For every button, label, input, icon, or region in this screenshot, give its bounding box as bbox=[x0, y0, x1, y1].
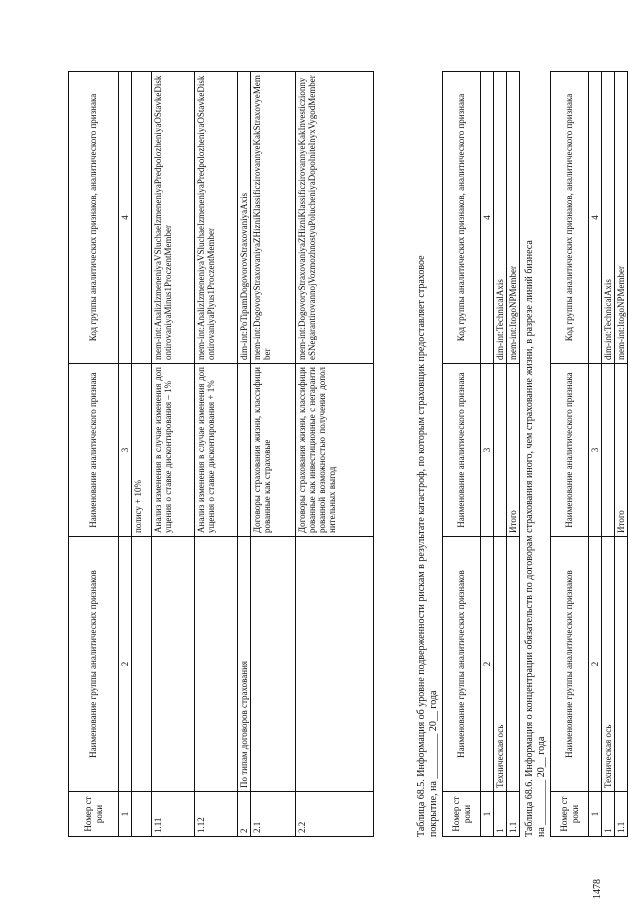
row-code: mem-int:ItogoNPMember bbox=[615, 72, 628, 364]
row-feature: полису + 10% bbox=[132, 364, 152, 537]
table-3-caption bbox=[524, 57, 548, 837]
table-2-caption bbox=[416, 57, 440, 837]
table-row bbox=[602, 72, 615, 837]
col-number: 4 bbox=[119, 72, 132, 364]
row-group bbox=[132, 537, 152, 792]
row-group bbox=[152, 537, 195, 792]
header-feature-name: Наименование аналитического признака bbox=[69, 364, 119, 537]
row-group bbox=[195, 537, 238, 792]
row-feature: Договоры страхования жизни, классифицированные как инвестиционные с негарантированной возможностью получения дополнительных выгод bbox=[296, 364, 374, 537]
row-code: mem-int:DogovoryStraxovaniyaZHizniKlassificzirovannyeKakInvesticzionnyeSNegarantirovannojVozmozhnostyuPolucheniyaDopolnitelnyxVygodMember bbox=[296, 72, 374, 364]
row-group bbox=[615, 537, 628, 792]
row-code: dim-int:PoTipamDogovorovStraxovaniyaAxis bbox=[238, 72, 251, 364]
caption-line: на _________ 20__ года bbox=[536, 736, 547, 837]
table-3-header-row bbox=[551, 72, 589, 837]
row-feature bbox=[602, 364, 615, 537]
table-row bbox=[507, 72, 520, 837]
header-row-number: Номер строки bbox=[443, 792, 481, 837]
col-number: 3 bbox=[589, 364, 602, 537]
header-group-name: Наименование группы аналитических признаков bbox=[443, 537, 481, 792]
header-group-name: Наименование группы аналитических признаков bbox=[69, 537, 119, 792]
row-code: mem-int:AnalizIzmeneniyaVSluchaeIzmeneniyaPredpolozheniyaOStavkeDiskontirovaniyaMinus1ProczentMember bbox=[152, 72, 195, 364]
caption-line: Таблица 68.6. Информация о концентрации обязательств по договорам страхования иного, чем страхование жизни, в разрезе линий бизнеса bbox=[524, 240, 535, 837]
col-number: 1 bbox=[481, 792, 494, 837]
col-number: 4 bbox=[589, 72, 602, 364]
row-feature: Итого bbox=[615, 364, 628, 537]
row-code: mem-int:DogovoryStraxovaniyaZHizniKlassificzirovannyeKakStraxovyeMember bbox=[251, 72, 296, 364]
header-code: Код группы аналитических признаков, аналитического признака bbox=[443, 72, 481, 364]
table-3 bbox=[550, 71, 628, 837]
col-number: 1 bbox=[589, 792, 602, 837]
row-feature bbox=[494, 364, 507, 537]
row-number: 1.12 bbox=[195, 792, 238, 837]
table-1 bbox=[68, 71, 374, 837]
row-code: mem-int:AnalizIzmeneniyaVSluchaeIzmeneniyaPredpolozheniyaOStavkeDiskontirovaniyaPlyus1ProczentMember bbox=[195, 72, 238, 364]
table-2-col-numbers bbox=[481, 72, 494, 837]
table-row bbox=[152, 72, 195, 837]
row-feature: Анализ изменения в случае изменения допущения о ставке дисконтирования + 1% bbox=[195, 364, 238, 537]
row-number: 2 bbox=[238, 792, 251, 837]
row-group: Техническая ось bbox=[494, 537, 507, 792]
table-1-header-row bbox=[69, 72, 119, 837]
row-feature: Анализ изменения в случае изменения допущения о ставке дисконтирования – 1% bbox=[152, 364, 195, 537]
col-number: 2 bbox=[119, 537, 132, 792]
table-row bbox=[132, 72, 152, 837]
table-2-header-row bbox=[443, 72, 481, 837]
row-number: 1.11 bbox=[152, 792, 195, 837]
row-group bbox=[296, 537, 374, 792]
row-number: 1.1 bbox=[615, 792, 628, 837]
row-code: mem-int:ItogoNPMember bbox=[507, 72, 520, 364]
table-1-col-numbers bbox=[119, 72, 132, 837]
page-number: 1478 bbox=[592, 879, 603, 899]
header-group-name: Наименование группы аналитических признаков bbox=[551, 537, 589, 792]
col-number: 3 bbox=[481, 364, 494, 537]
caption-line: покрытие, на _________ 20__ года bbox=[428, 690, 439, 837]
row-feature bbox=[238, 364, 251, 537]
col-number: 2 bbox=[481, 537, 494, 792]
row-number: 1 bbox=[494, 792, 507, 837]
col-number: 4 bbox=[481, 72, 494, 364]
row-group: Техническая ось bbox=[602, 537, 615, 792]
row-number: 1 bbox=[602, 792, 615, 837]
row-number bbox=[132, 792, 152, 837]
row-code bbox=[132, 72, 152, 364]
row-code: dim-int:TechnicalAxis bbox=[494, 72, 507, 364]
table-row bbox=[296, 72, 374, 837]
row-group bbox=[507, 537, 520, 792]
row-number: 1.1 bbox=[507, 792, 520, 837]
table-row bbox=[195, 72, 238, 837]
caption-line: Таблица 68.5. Информация об уровне подверженности рискам в результате катастроф, по которым страховщик предоставляет страховое bbox=[416, 255, 427, 837]
header-code: Код группы аналитических признаков, аналитического признака bbox=[69, 72, 119, 364]
table-row bbox=[238, 72, 251, 837]
header-feature-name: Наименование аналитического признака bbox=[443, 364, 481, 537]
col-number: 3 bbox=[119, 364, 132, 537]
table-2 bbox=[442, 71, 520, 837]
table-3-col-numbers bbox=[589, 72, 602, 837]
col-number: 1 bbox=[119, 792, 132, 837]
col-number: 2 bbox=[589, 537, 602, 792]
row-group: По типам договоров страхования bbox=[238, 537, 251, 792]
row-group bbox=[251, 537, 296, 792]
header-code: Код группы аналитических признаков, аналитического признака bbox=[551, 72, 589, 364]
header-row-number: Номер строки bbox=[69, 792, 119, 837]
header-feature-name: Наименование аналитического признака bbox=[551, 364, 589, 537]
row-number: 2.2 bbox=[296, 792, 374, 837]
table-row bbox=[251, 72, 296, 837]
row-number: 2.1 bbox=[251, 792, 296, 837]
table-row bbox=[494, 72, 507, 837]
row-code: dim-int:TechnicalAxis bbox=[602, 72, 615, 364]
header-row-number: Номер строки bbox=[551, 792, 589, 837]
table-row bbox=[615, 72, 628, 837]
row-feature: Итого bbox=[507, 364, 520, 537]
row-feature: Договоры страхования жизни, классифицированные как страховые bbox=[251, 364, 296, 537]
